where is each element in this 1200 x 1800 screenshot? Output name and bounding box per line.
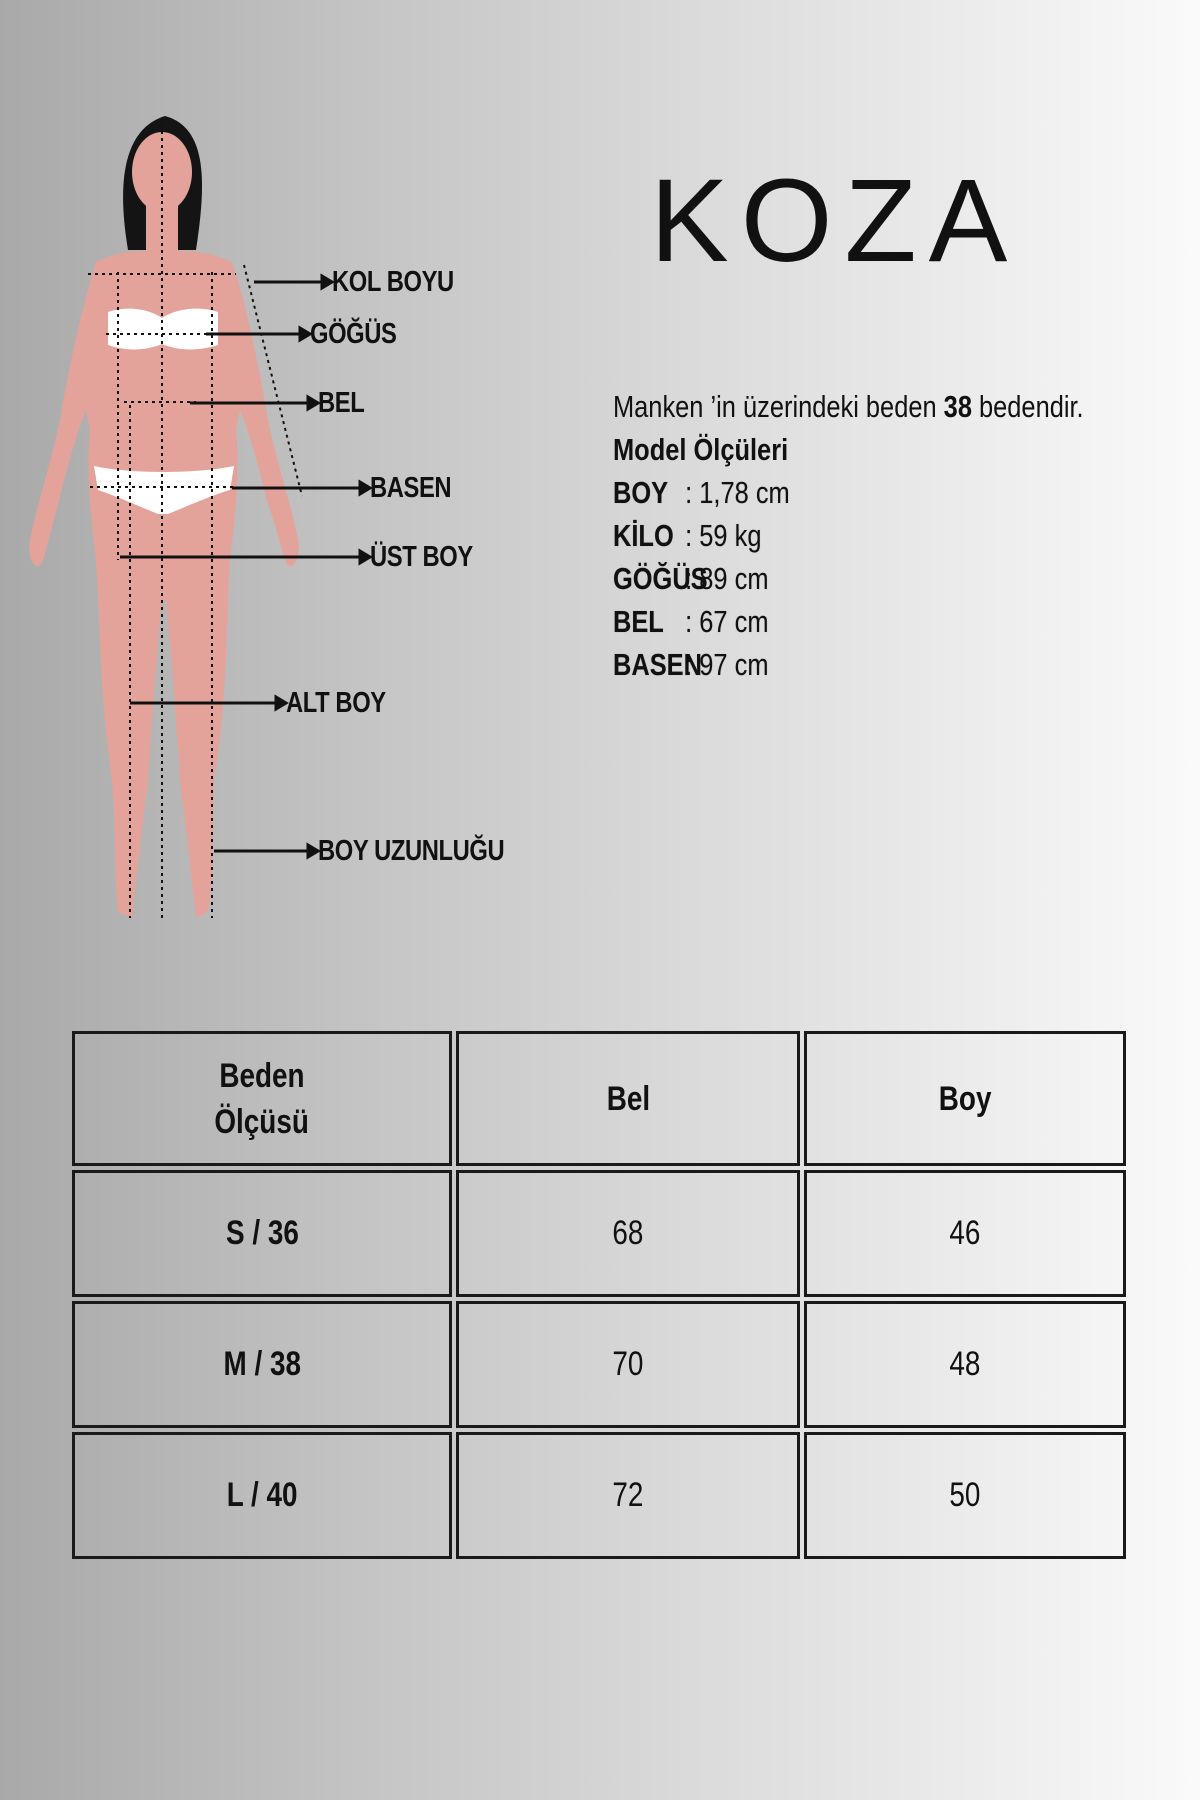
spec-value: : 1,78 cm [685,475,790,510]
spec-value: : 89 cm [685,561,769,596]
size-table [68,1027,1130,1563]
model-heading: Model Ölçüleri [613,432,789,467]
spec-row [613,471,1072,514]
model-intro [613,385,1084,428]
cell-size: L / 40 [72,1432,452,1559]
spec-value: : 67 cm [685,604,769,639]
spec-value: : 97 cm [685,647,769,682]
spec-key: BEL [613,604,664,639]
intro-prefix: Manken ’in üzerindeki beden [613,389,944,424]
label-bel: BEL [318,387,365,419]
label-alt-boy: ALT BOY [286,687,386,719]
cell-bel: 68 [456,1170,800,1297]
cell-bel: 72 [456,1432,800,1559]
spec-row [613,557,1072,600]
brand-logo: KOZA [650,155,1020,287]
model-info [613,385,1084,686]
spec-key: GÖĞÜS [613,561,708,596]
header-line: Ölçüsü [214,1102,310,1141]
spec-key: KİLO [613,518,674,553]
label-ust-boy: ÜST BOY [370,541,473,573]
header-line: Beden [219,1056,305,1095]
label-gogus: GÖĞÜS [310,318,397,350]
label-kol-boyu: KOL BOYU [332,266,454,298]
label-basen: BASEN [370,472,452,504]
spec-key: BOY [613,475,669,510]
cell-bel: 70 [456,1301,800,1428]
table-row [72,1432,1126,1559]
body-shape [29,251,299,918]
table-header-row [72,1031,1126,1166]
label-boy-uzunlugu: BOY UZUNLUĞU [318,835,505,867]
table-row [72,1170,1126,1297]
table-row [72,1301,1126,1428]
spec-key: BASEN [613,647,702,682]
header-bel: Bel [456,1031,800,1166]
spec-row [613,600,1072,643]
body-measurement-figure [0,100,560,930]
cell-size: S / 36 [72,1170,452,1297]
spec-value: : 59 kg [685,518,762,553]
spec-row [613,514,1072,557]
cell-boy: 48 [804,1301,1126,1428]
cell-boy: 50 [804,1432,1126,1559]
cell-size: M / 38 [72,1301,452,1428]
header-boy: Boy [804,1031,1126,1166]
header-beden-olcusu [72,1031,452,1166]
head-shape [132,132,192,212]
cell-boy: 46 [804,1170,1126,1297]
spec-row [613,643,1072,686]
mannequin-illustration [0,100,560,930]
intro-suffix: bedendir. [971,389,1084,424]
intro-size: 38 [943,389,972,424]
